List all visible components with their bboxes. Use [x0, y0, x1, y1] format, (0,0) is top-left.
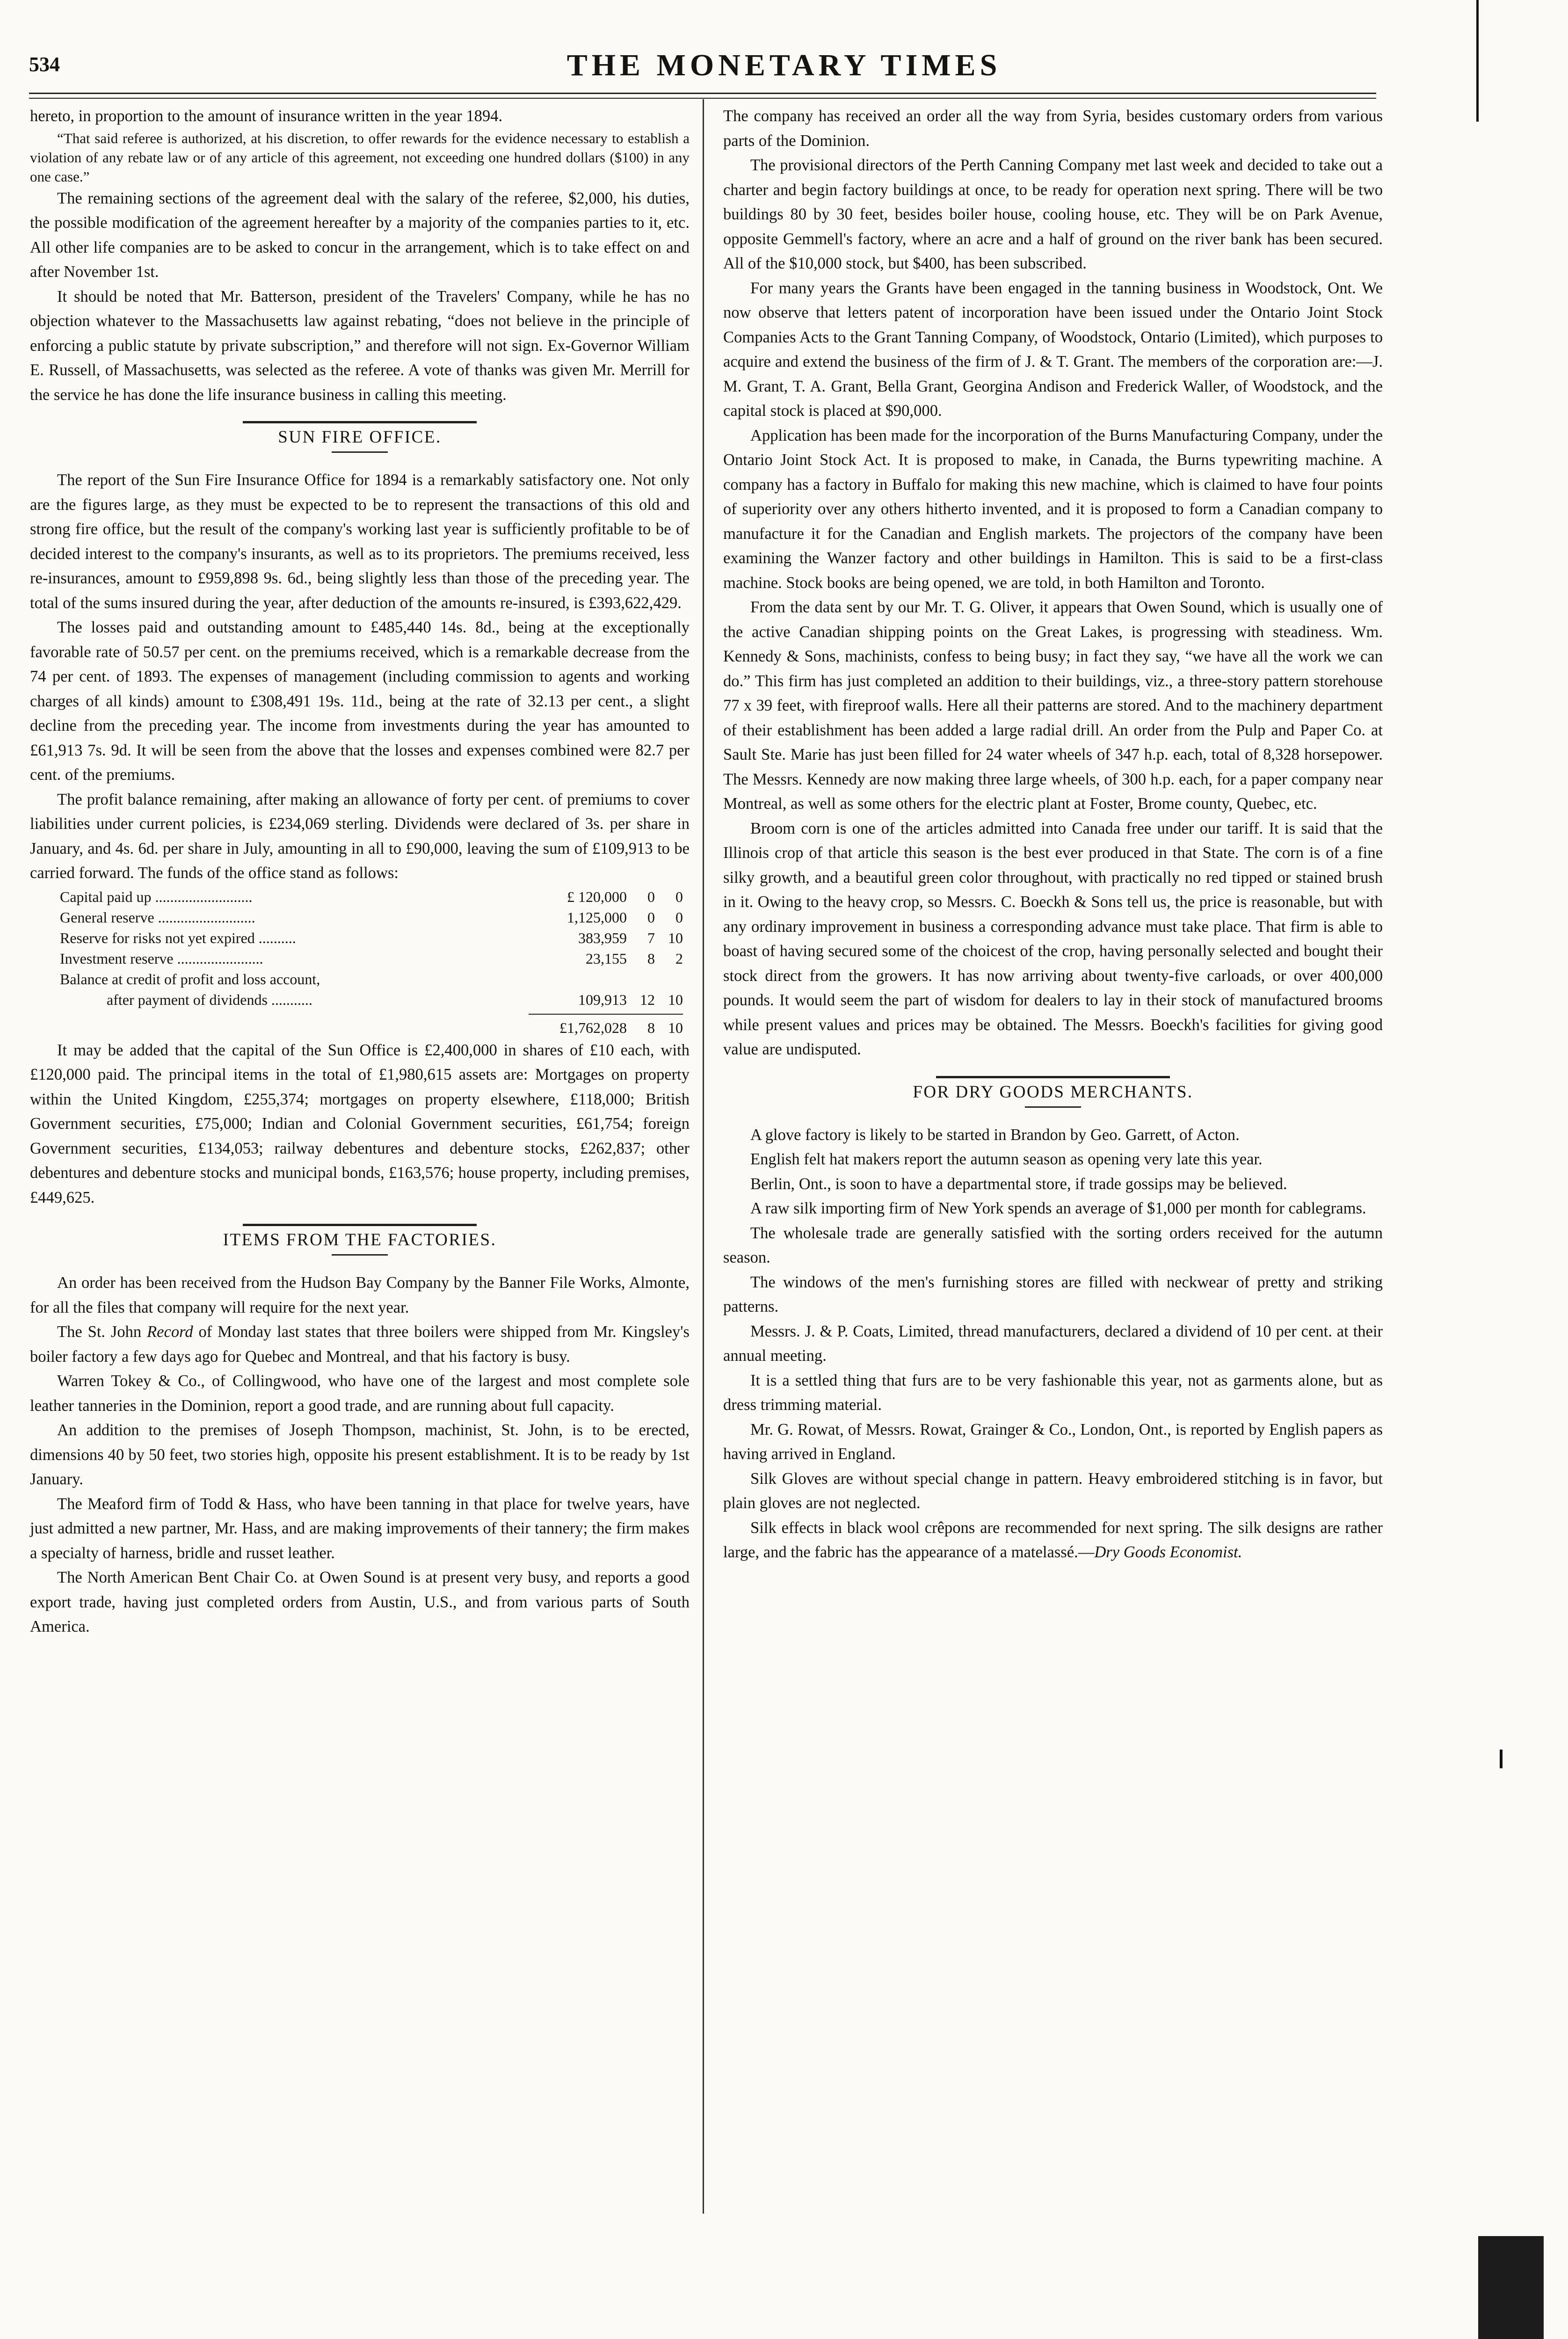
table-row	[30, 989, 690, 1010]
paragraph: It should be noted that Mr. Batterson, president of the Travelers' Company, while he has no objection whatever to the Massachusetts law against rebating, “does not believe in the principle of enforcing a public statute by private subscription,” and therefore will not sign. Ex-Governor William E. Russell, of Massachusetts, was selected as the referee. A vote of thanks was given Mr. Merrill for the service he has done the life insurance business in calling this meeting.	[30, 287, 690, 404]
table-row-amount: £ 120,000	[567, 888, 627, 905]
table-row-label: Reserve for risks not yet expired ..........	[60, 929, 296, 946]
table-total-pence: 10	[655, 1014, 683, 1038]
paragraph	[30, 1320, 690, 1369]
table-total-shillings: 8	[627, 1014, 655, 1038]
table-row-label: Balance at credit of profit and loss account,	[60, 970, 320, 988]
paragraph: Broom corn is one of the articles admitted into Canada free under our tariff. It is said that the Illinois crop of that article this season is the best ever produced in that State. The corn is of a fine silky growth, and a beautiful green color throughout, with practically no red tipped or stained brush in it. Owing to the heavy crop, so Messrs. C. Boeckh & Sons tell us, the price is reasonable, but with any ordinary improvement in business a corresponding advance must take place. That firm is able to boast of having secured some of the choicest of the crop, having personally selected and bought their stock direct from the growers. It has now arriving about twenty-five carloads, or over 400,000 pounds. It would seem the part of wisdom for dealers to lay in their stock of manufactured brooms while present values and prices may be obtained. The Messrs. Boeckh's facilities for giving good value are undisputed.	[723, 819, 1383, 1058]
paragraph: An addition to the premises of Joseph Thompson, machinist, St. John, is to be erected, dimensions 40 by 50 feet, two stories high, opposite his present establishment. It is to be ready by 1st January.	[30, 1421, 690, 1488]
table-row-pence: 10	[668, 991, 683, 1008]
table-total-row	[30, 1014, 690, 1038]
paragraph: The losses paid and outstanding amount to £485,440 14s. 8d., being at the exceptionally favorable rate of 50.57 per cent. on the premiums received, which is a remarkable decrease from the 74 per cent. of 1893. The expenses of management (including commission to agents and working charges of all kinds) amount to £308,491 19s. 11d., being at the rate of 32.13 per cent., a slight decline from the preceding year. The income from investments during the year has amounted to £61,913 7s. 9d. It will be seen from the above that the losses and expenses combined were 82.7 per cent. of the premiums.	[30, 618, 690, 784]
quoted-paragraph: “That said referee is authorized, at his discretion, to offer rewards for the evidence necessary to establish a violation of any rebate law or of any article of this agreement, not exceeding one hundred dollars ($100) in any one case.”	[30, 130, 690, 185]
paragraph: Berlin, Ont., is soon to have a departmental store, if trade gossips may be believed.	[750, 1175, 1287, 1193]
table-row-label: Investment reserve .......................	[60, 950, 263, 967]
scan-edge-mark	[1478, 2236, 1544, 2339]
table-row-shillings: 7	[647, 929, 655, 946]
table-total-amount: £1,762,028	[529, 1014, 627, 1038]
paragraph: Messrs. J. & P. Coats, Limited, thread manufacturers, declared a dividend of 10 per cent. at their annual meeting.	[723, 1322, 1383, 1365]
section-rule	[936, 1076, 1170, 1078]
paragraph: The profit balance remaining, after making an allowance of forty per cent. of premiums to cover liabilities under current policies, is £234,069 sterling. Dividends were declared of 3s. per share in January, and 4s. 6d. per share in July, amounting in all to £90,000, leaving the sum of £109,913 to be carried forward. The funds of the office stand as follows:	[30, 790, 690, 882]
left-column	[30, 104, 690, 1639]
table-row-label: General reserve ..........................	[60, 908, 255, 926]
table-row-shillings: 8	[647, 950, 655, 967]
paragraph: The wholesale trade are generally satisfied with the sorting orders received for the autumn season.	[723, 1224, 1383, 1266]
table-row	[30, 886, 690, 907]
section-rule-short	[1025, 1106, 1081, 1108]
table-row-shillings: 12	[640, 991, 655, 1008]
paragraph: The provisional directors of the Perth Canning Company met last week and decided to take out a charter and begin factory buildings at once, to be ready for operation next spring. There will be two buildings 80 by 30 feet, besides boiler house, cooling house, etc. They will be on Park Avenue, opposite Gemmell's factory, where an acre and a half of ground on the river bank has been secured. All of the $10,000 stock, but $400, has been subscribed.	[723, 156, 1383, 272]
paragraph: It may be added that the capital of the Sun Office is £2,400,000 in shares of £10 each, with £120,000 paid. The principal items in the total of £1,980,615 assets are: Mortgages on property within the United Kingdom, £255,374; mortgages on property elsewhere, £118,000; British Government securities, £75,000; Indian and Colonial Government securities, £61,754; foreign Government securities, £134,053; railway debentures and debenture stocks, £262,837; other debentures and debenture stocks and municipal bonds, £163,576; house property, including premises, £449,625.	[30, 1041, 690, 1206]
section-rule-short	[332, 1254, 388, 1256]
newspaper-name: Record	[147, 1323, 193, 1341]
scan-edge-mark	[1476, 0, 1479, 122]
table-row-pence	[655, 969, 683, 989]
table-row	[30, 928, 690, 948]
paragraph: For many years the Grants have been engaged in the tanning business in Woodstock, Ont. We now observe that letters patent of incorporation have been issued under the Ontario Joint Stock Companies Acts to the Grant Tanning Company, of Woodstock, Ontario (Limited), which purposes to acquire and extend the business of the firm of J. & T. Grant. The members of the corporation are:—J. M. Grant, T. A. Grant, Bella Grant, Georgina Andison and Frederick Waller, of Woodstock, and the capital stock is placed at $90,000.	[723, 279, 1383, 420]
table-row-pence: 0	[675, 908, 683, 926]
text-run: The St. John	[57, 1323, 147, 1341]
source-citation: Dry Goods Economist.	[1094, 1543, 1242, 1561]
section-title-dry-goods: FOR DRY GOODS MERCHANTS.	[913, 1082, 1193, 1102]
table-row	[30, 907, 690, 928]
paragraph: A raw silk importing firm of New York spends an average of $1,000 per month for cablegrams.	[750, 1199, 1366, 1217]
paragraph: The Meaford firm of Todd & Hass, who have been tanning in that place for twelve years, have just admitted a new partner, Mr. Hass, and are making improvements of their tannery; the firm makes a specialty of harness, bridle and russet leather.	[30, 1495, 690, 1562]
table-row-amount: 109,913	[578, 991, 627, 1008]
table-row-pence: 10	[668, 929, 683, 946]
table-row-shillings: 0	[647, 908, 655, 926]
paragraph: Silk Gloves are without special change in pattern. Heavy embroidered stitching is in favor, but plain gloves are not neglected.	[723, 1469, 1383, 1512]
table-row-pence: 0	[675, 888, 683, 905]
paragraph: From the data sent by our Mr. T. G. Oliver, it appears that Owen Sound, which is usually one of the active Canadian shipping points on the Great Lakes, is progressing with steadiness. Wm. Kennedy & Sons, machinists, confess to being busy; in fact they say, “we have all the work we can do.” This firm has just completed an addition to their buildings, viz., a three-story pattern storehouse 77 x 39 feet, with fireproof walls. Here all their patterns are stored. And to the machinery department of their establishment has been added a large radial drill. An order from the Pulp and Paper Co. at Sault Ste. Marie has just been filled for 24 water wheels of 347 h.p. each, total of 8,328 horsepower. The Messrs. Kennedy are now making three large wheels, of 300 h.p. each, for a paper company near Montreal, as well as some others for the electric plant at Foster, Brome county, Quebec, etc.	[723, 598, 1383, 813]
table-row	[30, 969, 690, 989]
section-title-sun-fire: SUN FIRE OFFICE.	[278, 428, 442, 447]
text-run: of Monday last states that three boilers were shipped from Mr. Kingsley's boiler factory a few days ago for Quebec and Montreal, and that his factory is busy.	[30, 1323, 690, 1366]
paragraph: The report of the Sun Fire Insurance Office for 1894 is a remarkably satisfactory one. Not only are the figures large, as they must be expected to be to represent the transactions of this old and strong fire office, but the result of the company's working last year is sufficiently profitable to be of decided interest to the company's insurants, as well as to its proprietors. The premiums received, less re-insurances, amount to £959,898 9s. 6d., being slightly less than those of the preceding year. The total of the sums insured during the year, after deduction of the amounts re-insured, is £393,622,429.	[30, 471, 690, 612]
table-row-amount	[529, 969, 627, 989]
paragraph: It is a settled thing that furs are to be very fashionable this year, not as garments alone, but as dress trimming material.	[723, 1371, 1383, 1414]
paragraph	[723, 1516, 1383, 1565]
section-rule	[243, 421, 477, 423]
section-rule-short	[332, 451, 388, 453]
paragraph: Warren Tokey & Co., of Collingwood, who have one of the largest and most complete sole leather tanneries in the Dominion, report a good trade, and are running about full capacity.	[30, 1372, 690, 1415]
table-row-amount: 1,125,000	[567, 908, 627, 926]
column-divider	[703, 99, 704, 2214]
masthead: THE MONETARY TIMES	[566, 48, 1002, 82]
table-row-amount: 23,155	[586, 950, 627, 967]
table-row-shillings: 0	[647, 888, 655, 905]
table-row-label: Capital paid up ..........................	[60, 888, 253, 905]
paragraph: hereto, in proportion to the amount of insurance written in the year 1894.	[30, 107, 503, 125]
paragraph: Application has been made for the incorporation of the Burns Manufacturing Company, under the Ontario Joint Stock Act. It is proposed to make, in Canada, the Burns typewriting machine. A company has a factory in Buffalo for making this new machine, which is claimed to have four points of superiority over any others hitherto invented, and it is proposed to form a Canadian company to manufacture it for the Canadian and English markets. The projectors of the company have been examining the Wanzer factory and other buildings in Hamilton. This is said to be a first-class machine. Stock books are being opened, we are told, in both Hamilton and Toronto.	[723, 426, 1383, 592]
right-column	[723, 104, 1383, 1565]
paragraph: The remaining sections of the agreement deal with the salary of the referee, $2,000, his duties, the possible modification of the agreement hereafter by a majority of the companies parties to it, etc. All other life companies are to be asked to concur in the arrangement, which is to take effect on and after November 1st.	[30, 189, 690, 281]
table-row	[30, 948, 690, 969]
paragraph: The North American Bent Chair Co. at Owen Sound is at present very busy, and reports a good export trade, having just completed orders from Austin, U.S., and from various parts of South America.	[30, 1569, 690, 1635]
section-rule	[243, 1224, 477, 1226]
paragraph: Mr. G. Rowat, of Messrs. Rowat, Grainger & Co., London, Ont., is reported by English papers as having arrived in England.	[723, 1420, 1383, 1463]
table-row-shillings	[627, 969, 655, 989]
funds-table	[30, 886, 690, 1038]
paragraph: The company has received an order all the way from Syria, besides customary orders from various parts of the Dominion.	[723, 107, 1383, 150]
header-rule	[29, 93, 1376, 99]
table-row-amount: 383,959	[578, 929, 627, 946]
text-run: Silk effects in black wool crêpons are recommended for next spring. The silk designs are rather large, and the fabric has the appearance of a matelassé.—	[723, 1518, 1383, 1561]
page-number: 534	[29, 53, 60, 76]
table-row-pence: 2	[675, 950, 683, 967]
table-row-label: after payment of dividends ...........	[107, 991, 312, 1008]
paragraph: English felt hat makers report the autumn season as opening very late this year.	[750, 1150, 1263, 1168]
section-title-factories: ITEMS FROM THE FACTORIES.	[223, 1230, 497, 1249]
scan-edge-mark	[1500, 1750, 1503, 1768]
paragraph: The windows of the men's furnishing stores are filled with neckwear of pretty and striking patterns.	[723, 1273, 1383, 1315]
paragraph: An order has been received from the Hudson Bay Company by the Banner File Works, Almonte, for all the files that company will require for the next year.	[30, 1274, 690, 1316]
paragraph: A glove factory is likely to be started in Brandon by Geo. Garrett, of Acton.	[750, 1126, 1240, 1144]
